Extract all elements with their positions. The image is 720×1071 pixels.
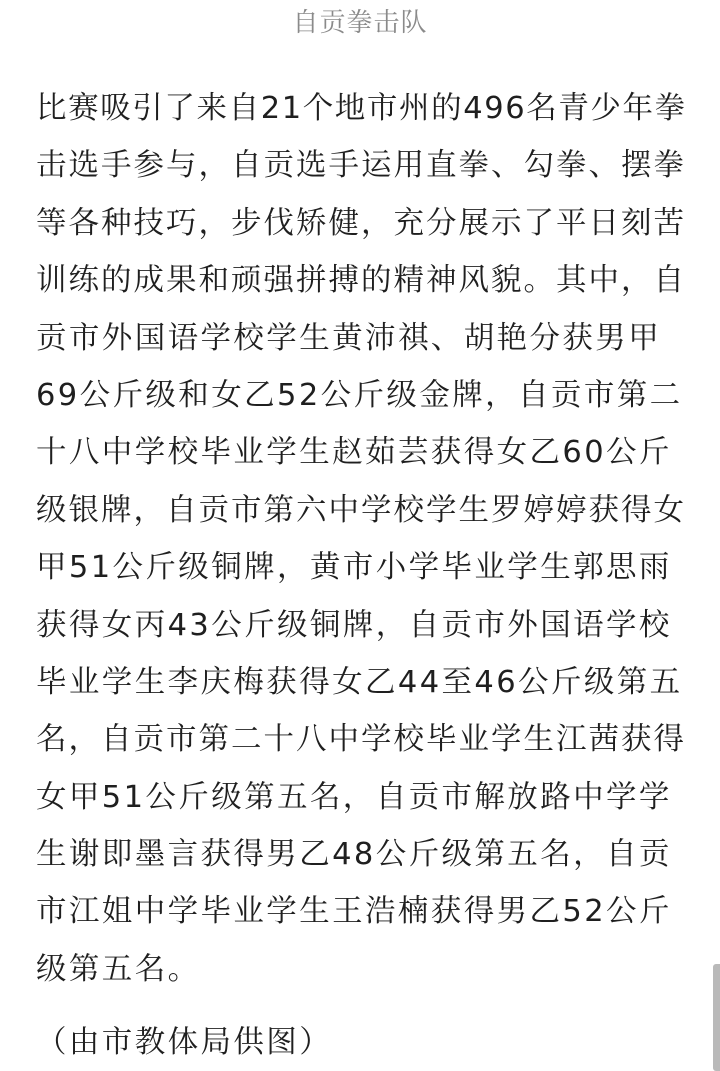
article-line: 训练的成果和顽强拼搏的精神风貌。其中，自 — [36, 263, 686, 299]
article-line: 级第五名。 — [36, 951, 201, 987]
scrollbar-thumb[interactable] — [713, 964, 720, 1071]
article-line: 名，自贡市第二十八中学校毕业学生江茜获得 — [36, 722, 686, 758]
article-line: 贡市外国语学校学生黄沛祺、胡艳分获男甲 — [36, 320, 662, 356]
article-line: 市江姐中学毕业学生王浩楠获得男乙52公斤 — [36, 894, 672, 930]
article-body — [36, 80, 688, 998]
article-line: 甲51公斤级铜牌，黄市小学毕业学生郭思雨 — [36, 550, 672, 586]
image-caption: 自贡拳击队 — [292, 8, 428, 38]
article-line: 毕业学生李庆梅获得女乙44至46公斤级第五 — [36, 664, 683, 700]
article-line: 69公斤级和女乙52公斤级金牌，自贡市第二 — [36, 377, 683, 413]
article-line: 击选手参与，自贡选手运用直拳、勾拳、摆拳 — [36, 148, 686, 184]
article-line: 获得女丙43公斤级铜牌，自贡市外国语学校 — [36, 607, 672, 643]
article-line: 十八中学校毕业学生赵茹芸获得女乙60公斤 — [36, 435, 672, 471]
article-line: 级银牌，自贡市第六中学校学生罗婷婷获得女 — [36, 492, 686, 528]
article-line: 女甲51公斤级第五名，自贡市解放路中学学 — [36, 779, 672, 815]
article-line: 等各种技巧，步伐矫健，充分展示了平日刻苦 — [36, 205, 686, 241]
photo-credit: （由市教体局供图） — [36, 1025, 333, 1060]
article-line: 比赛吸引了来自21个地市州的496名青少年拳 — [36, 91, 687, 126]
article-line: 生谢即墨言获得男乙48公斤级第五名，自贡 — [36, 837, 672, 873]
